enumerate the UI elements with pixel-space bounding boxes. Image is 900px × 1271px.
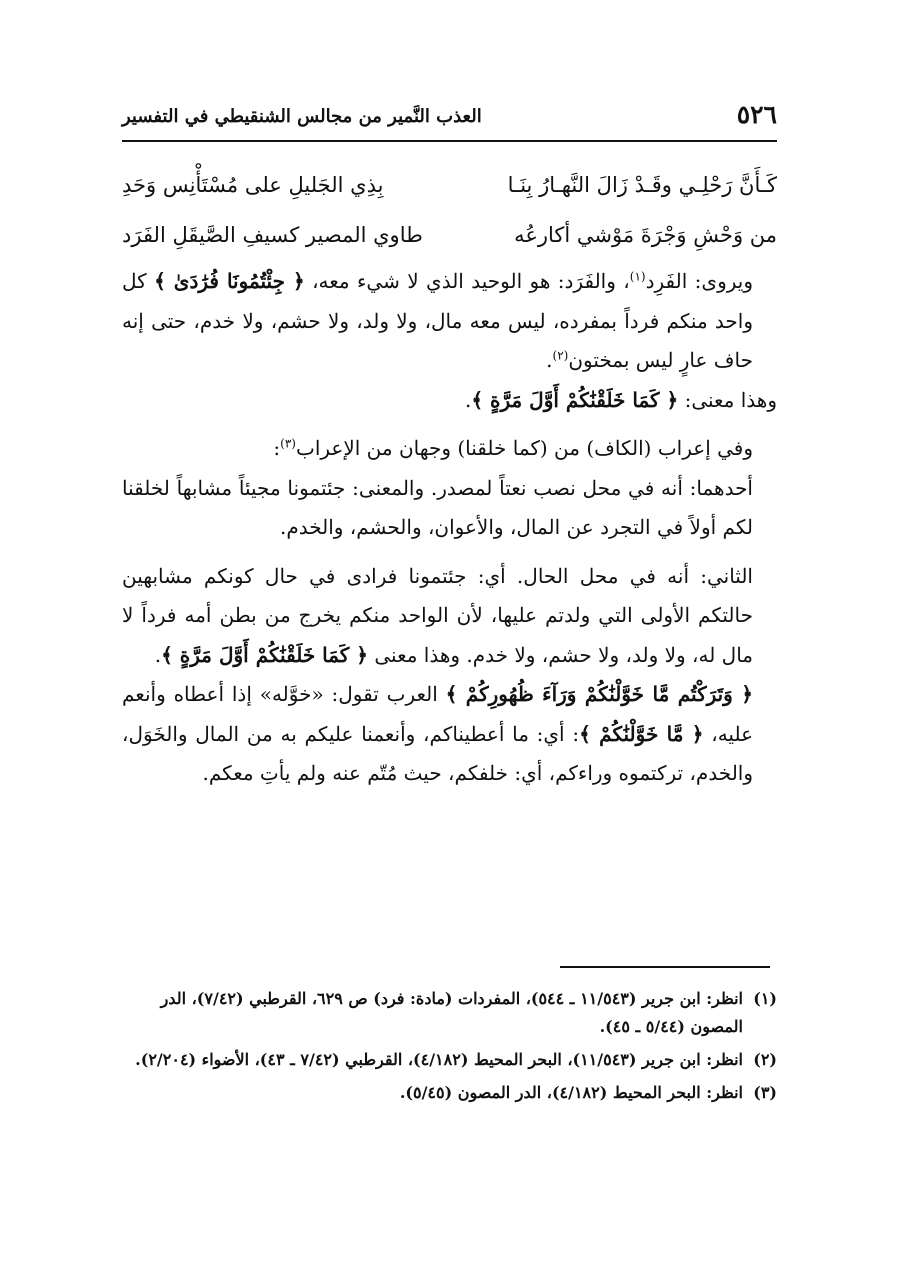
verse-first-hemistich: من وَحْشِ وَجْرَةَ مَوْشي أكارعُه: [514, 223, 777, 247]
footnotes: [122, 985, 777, 1112]
paragraph: [122, 429, 777, 469]
paragraph: [122, 557, 777, 676]
paragraph: [122, 675, 777, 794]
paragraph: أحدهما: أنه في محل نصب نعتاً لمصدر. والمعنى: جئتمونا مجيئاً مشابهاً لخلقنا لكم أولاً في التجرد عن المال، والأعوان، والحشم، والخدم.: [122, 475, 753, 539]
footnote: [122, 1079, 777, 1107]
text-run: ، والفَرَد: هو الوحيد الذي لا شيء معه،: [312, 269, 630, 293]
poem-verse: [122, 160, 777, 210]
footnote-ref[interactable]: (١): [629, 269, 646, 284]
text-run: .: [464, 387, 472, 412]
footnote-text: انظر: البحر المحيط (٤/١٨٢)، الدر المصون (٥/٤٥).: [399, 1083, 743, 1102]
quran-verse: ﴿ مَّا خَوَّلْنَٰكُمْ ﴾: [579, 721, 704, 746]
quran-verse: ﴿ وَتَرَكْتُم مَّا خَوَّلْنَٰكُمْ وَرَآءَ ظُهُورِكُمْ ﴾: [445, 682, 753, 706]
footnote-ref[interactable]: (٢): [552, 348, 569, 363]
footnote: [122, 985, 777, 1041]
paragraph: [122, 262, 777, 381]
text-run: ويروى: الفَرِد: [645, 269, 753, 293]
quran-verse: ﴿ كَمَا خَلَقْنَٰكُمْ أَوَّلَ مَرَّةٍ ﴾: [161, 642, 369, 667]
footnote-ref[interactable]: (٣): [280, 436, 296, 451]
page-header: [122, 100, 777, 138]
text-run: وهذا معنى:: [678, 387, 777, 412]
quran-verse: ﴿ جِئْتُمُونَا فُرَٰدَىٰ ﴾: [154, 269, 305, 293]
text-run: وفي إعراب (الكاف) من (كما خلقنا) وجهان من الإعراب: [295, 436, 753, 460]
footnote-text: انظر: ابن جرير (١١/٥٤٣ ـ ٥٤٤)، المفردات (مادة: فرد) ص ٦٢٩، القرطبي (٧/٤٢)، الدر المصون (٥/٤٤ ـ ٤٥).: [160, 989, 743, 1036]
verse-second-hemistich: طاوي المصير كسيفِ الصَّيقَلِ الفَرَد: [122, 223, 423, 247]
text-run: كل واحد منكم فرداً بمفرده، ليس معه مال، ولا ولد، ولا حشم، ولا خدم، حتى إنه حاف عارٍ ليس بمختون: [122, 269, 753, 372]
verse-first-hemistich: كَـأَنَّ رَحْلِـي وقَـدْ زَالَ النَّهـارُ بِنَـا: [507, 173, 777, 197]
quran-verse: ﴿ كَمَا خَلَقْنَٰكُمْ أَوَّلَ مَرَّةٍ ﴾: [471, 387, 679, 412]
text-run: :: [273, 436, 281, 460]
footnote-number: (٣): [753, 1083, 777, 1102]
text-run: الثاني: أنه في محل الحال. أي: جئتمونا فرادى في حال كونكم مشابهين حالتكم الأولى التي ولدتم عليها، لأن الواحد منكم يخرج من بطن أمه فرداً لا مال له، ولا ولد، ولا حشم، ولا خدم. وهذا معنى: [122, 563, 753, 667]
footnote-text: انظر: ابن جرير (١١/٥٤٣)، البحر المحيط (٤/١٨٢)، القرطبي (٧/٤٢ ـ ٤٣)، الأضواء (٢/٢٠٤).: [135, 1050, 743, 1069]
footnote-separator: [560, 966, 770, 968]
main-text: [122, 262, 777, 794]
text-run: .: [154, 642, 162, 667]
poem-verse: [122, 210, 777, 260]
poem: [122, 160, 777, 260]
page-number: ٥٢٦: [736, 100, 777, 129]
footnote-number: (٢): [753, 1050, 777, 1069]
footnote-number: (١): [753, 989, 777, 1008]
text-run: .: [546, 348, 553, 372]
verse-second-hemistich: بِذِي الجَليلِ على مُسْتَأْنِس وَحَدِ: [122, 173, 384, 197]
header-rule: [122, 140, 777, 142]
text-run: : أي: ما أعطيناكم، وأنعمنا عليكم به من المال والخَوَل، والخدم، تركتموه وراءكم، أي: خلفكم، حيث مُتّم عنه ولم يأتِ معكم.: [122, 721, 753, 785]
running-title: العذب النَّمير من مجالس الشنقيطي في التفسير: [122, 106, 482, 127]
paragraph: [122, 381, 777, 421]
text-run: العرب تقول: «خوَّله» إذا أعطاه وأنعم عليه،: [122, 682, 754, 746]
footnote: [122, 1046, 777, 1074]
